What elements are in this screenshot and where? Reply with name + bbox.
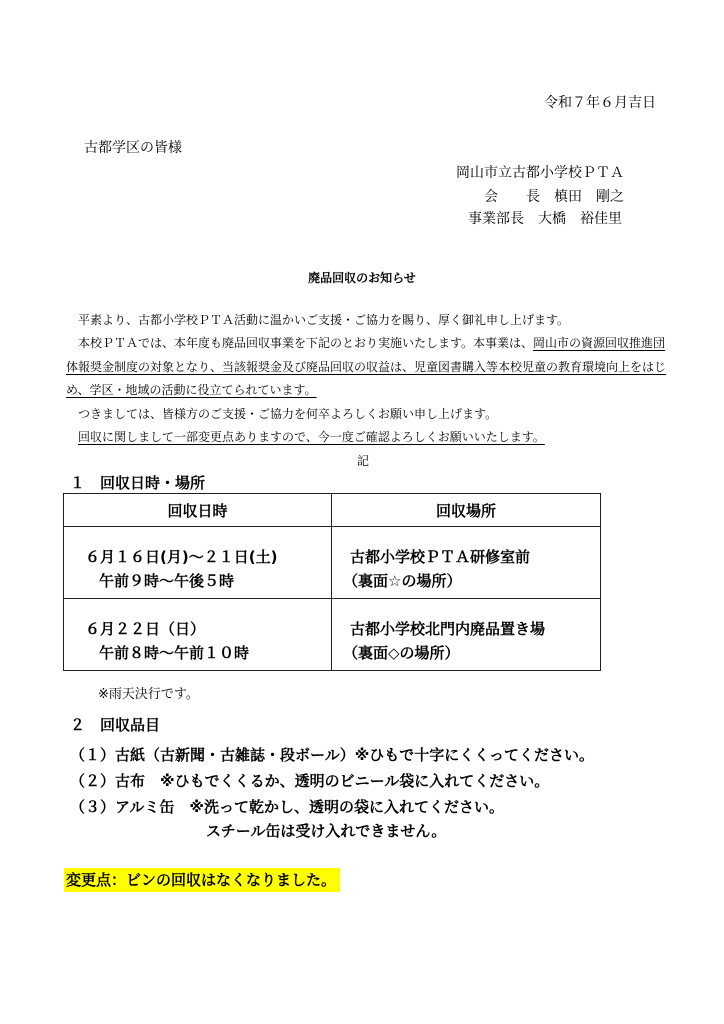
header-place: 回収場所 [332, 494, 601, 527]
schedule-date-cell [64, 599, 332, 671]
paragraph-greeting: 平素より、古都小学校ＰＴＡ活動に温かいご支援・ご協力を賜り、厚く御礼申し上げます。 [78, 313, 570, 327]
paragraph-project-plain: 本校ＰＴＡでは、本年度も廃品回収事業を下記のとおり実施いたします。本事業は、 [78, 336, 534, 350]
schedule-place: 古都小学校ＰＴＡ研修室前 [350, 548, 531, 566]
table-row [64, 527, 601, 599]
schedule-date: ６月２２日（日） [85, 620, 206, 638]
paragraph-change-note-text: 回収に関しまして一部変更点ありますので、今一度ご確認よろしくお願いいたします。 [78, 430, 545, 444]
list-item: （２）古布 ※ひもでくくるか、透明のビニール袋に入れてください。 [70, 772, 550, 790]
section2-heading: ２ 回収品目 [70, 716, 161, 734]
schedule-table-header [64, 494, 601, 527]
paragraph-project [66, 332, 666, 403]
list-item-continuation: スチール缶は受け入れできません。 [206, 822, 447, 840]
rain-note: ※雨天決行です。 [98, 687, 199, 702]
sender-director: 事業部長 大橋 裕佳里 [468, 211, 622, 227]
schedule-table [63, 493, 601, 671]
schedule-time: 午前９時～午後５時 [99, 572, 235, 590]
list-item: （３）アルミ缶 ※洗って乾かし、透明の袋に入れてください。 [70, 798, 504, 816]
change-notice: 変更点：ビンの回収はなくなりました。 [64, 868, 340, 892]
list-item: （１）古紙（古新聞・古雑誌・段ボール）※ひもで十字にくくってください。 [70, 746, 594, 764]
ki-marker: 記 [357, 454, 370, 468]
schedule-date-cell [64, 527, 332, 599]
sender-president: 会 長 槙田 剛之 [484, 189, 624, 205]
header-date-time: 回収日時 [64, 494, 332, 527]
addressee: 古都学区の皆様 [84, 140, 182, 156]
document-date: 令和７年６月吉日 [544, 95, 656, 111]
schedule-place-cell [332, 599, 601, 671]
schedule-time: 午前８時～午前１０時 [99, 644, 250, 662]
document-title: 廃品回収のお知らせ [308, 271, 416, 285]
paragraph-change-note [66, 426, 666, 450]
schedule-place-cell [332, 527, 601, 599]
schedule-place-note: （裏面◇の場所） [343, 644, 460, 662]
schedule-date: ６月１６日(月)～２１日(土) [85, 548, 278, 566]
paragraph-project-underlined: 岡山市の資源回収推進団体報奨金制度の対象となり、当該報奨金及び廃品回収の収益は、児童図書購入等本校児童の教育環境向上をはじめ、学区・地域の活動に役立てられています。 [66, 336, 667, 397]
table-row [64, 599, 601, 671]
schedule-place-note: （裏面☆の場所） [343, 572, 462, 590]
section1-heading: １ 回収日時・場所 [70, 474, 206, 492]
schedule-place: 古都小学校北門内廃品置き場 [350, 620, 546, 638]
sender-organization: 岡山市立古都小学校ＰＴＡ [456, 165, 624, 181]
paragraph-request: つきましては、皆様方のご支援・ご協力を何卒よろしくお願い申し上げます。 [78, 407, 498, 421]
